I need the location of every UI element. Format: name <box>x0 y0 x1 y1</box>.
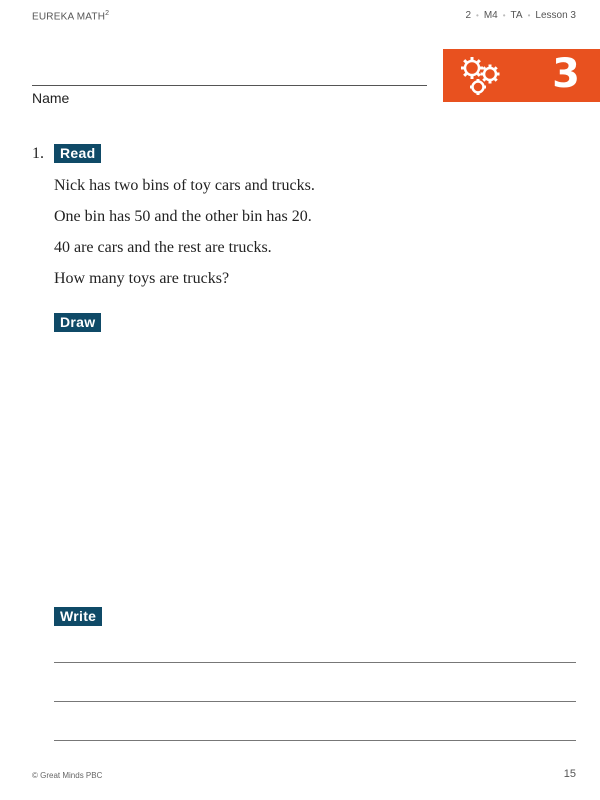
breadcrumb-topic: TA <box>510 10 523 21</box>
write-tag: Write <box>54 607 102 626</box>
write-line-2[interactable] <box>54 701 576 702</box>
problem-line: One bin has 50 and the other bin has 20. <box>54 208 312 225</box>
name-input-line[interactable] <box>32 85 427 86</box>
copyright: © Great Minds PBC <box>32 771 103 780</box>
gears-icon <box>456 54 516 98</box>
read-tag: Read <box>54 144 101 163</box>
lesson-number: 3 <box>552 51 580 97</box>
draw-tag: Draw <box>54 313 101 332</box>
problem-line: Nick has two bins of toy cars and trucks. <box>54 177 315 194</box>
brand-title: EUREKA MATH$^2$ <box>32 10 110 23</box>
write-line-1[interactable] <box>54 662 576 663</box>
name-label: Name <box>32 90 70 106</box>
problem-line: 40 are cars and the rest are trucks. <box>54 239 272 256</box>
draw-area[interactable] <box>54 340 576 595</box>
write-line-3[interactable] <box>54 740 576 741</box>
page-number: 15 <box>563 768 576 780</box>
problem-line: How many toys are trucks? <box>54 270 230 287</box>
breadcrumb: 2 • M4 • TA • Lesson 3 <box>465 10 576 21</box>
breadcrumb-module: M4 <box>483 10 498 21</box>
problem-number: 1. <box>32 145 44 162</box>
breadcrumb-grade: 2 <box>465 10 472 21</box>
breadcrumb-lesson: Lesson 3 <box>535 10 576 21</box>
lesson-badge <box>443 49 600 102</box>
